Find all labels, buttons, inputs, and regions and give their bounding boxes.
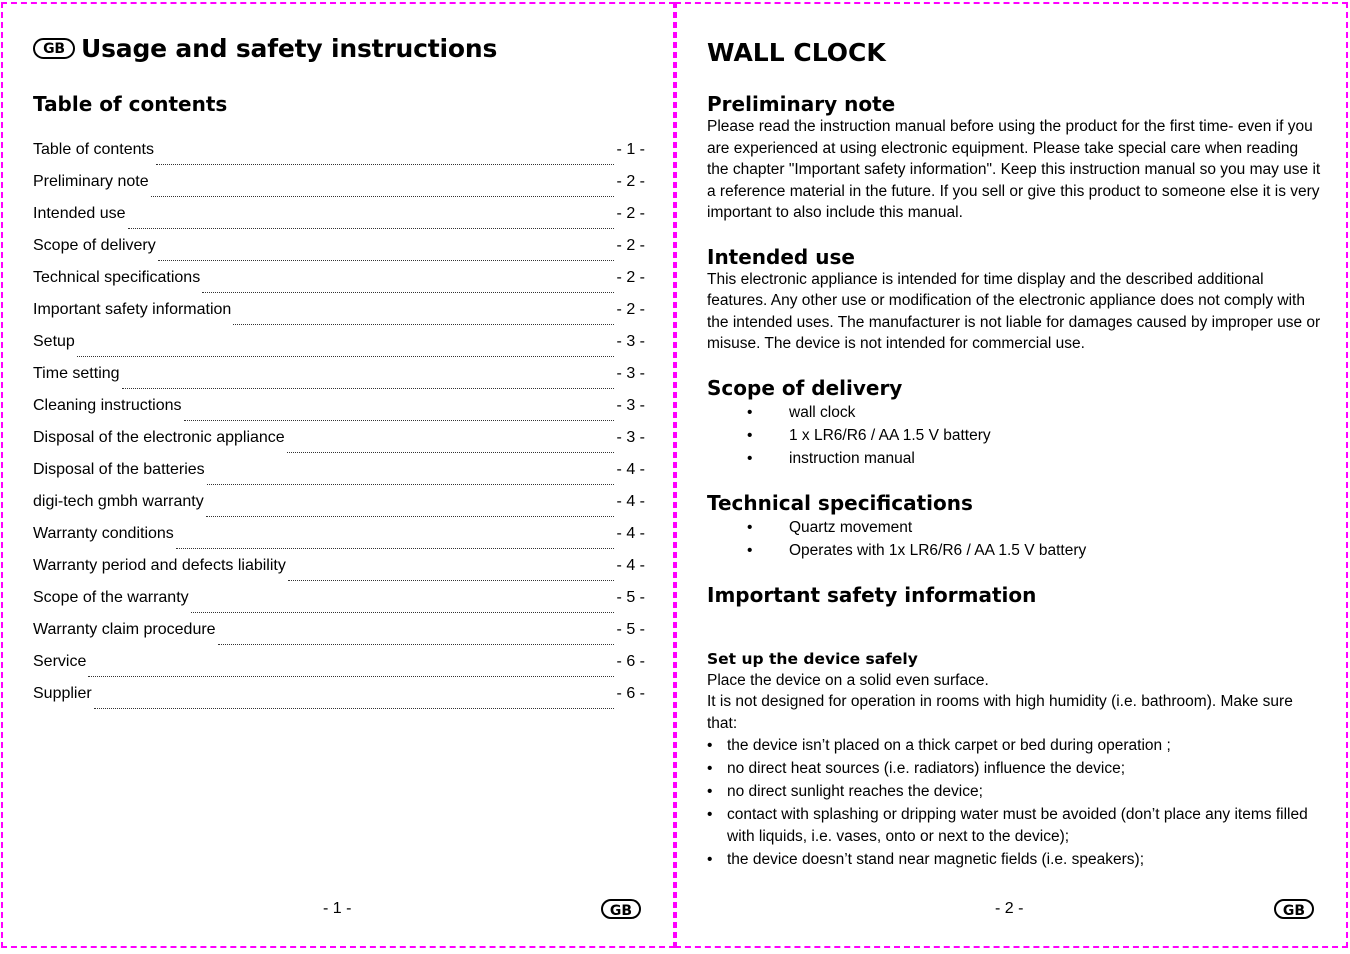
list-item: • no direct sunlight reaches the device; (707, 781, 1322, 803)
toc-leader (128, 228, 614, 229)
main-heading (33, 34, 497, 63)
toc-row[interactable] (33, 653, 645, 685)
list-item: • the device isn’t placed on a thick carpet or bed during operation ; (707, 735, 1322, 757)
toc-leader (218, 644, 614, 645)
toc-leader (176, 548, 614, 549)
gb-footer-badge: GB (1274, 899, 1314, 919)
tech-list (707, 516, 1322, 562)
toc-page: - 2 - (616, 269, 645, 286)
toc-leader (233, 324, 613, 325)
section-heading-preliminary: Preliminary note (707, 92, 896, 116)
toc-leader (88, 676, 613, 677)
list-item: • 1 x LR6/R6 / AA 1.5 V battery (707, 424, 1322, 447)
toc-row[interactable] (33, 333, 645, 365)
table-of-contents (33, 141, 645, 717)
toc-leader (288, 580, 614, 581)
toc-label: digi-tech gmbh warranty (33, 493, 204, 510)
toc-leader (287, 452, 614, 453)
toc-label: Time setting (33, 365, 120, 382)
toc-row[interactable] (33, 557, 645, 589)
list-item: • wall clock (707, 401, 1322, 424)
toc-page: - 6 - (616, 685, 645, 702)
toc-page: - 3 - (616, 333, 645, 350)
toc-label: Warranty period and defects liability (33, 557, 286, 574)
setup-line-2: It is not designed for operation in rooms with high humidity (i.e. bathroom). Make sure that: (707, 693, 1293, 732)
section-heading-intended-use: Intended use (707, 244, 855, 269)
toc-row[interactable] (33, 589, 645, 621)
toc-row[interactable] (33, 173, 645, 205)
product-title: WALL CLOCK (707, 38, 886, 67)
right-page (675, 2, 1348, 948)
toc-row[interactable] (33, 685, 645, 717)
toc-page: - 3 - (616, 429, 645, 446)
list-item: • Quartz movement (707, 516, 1322, 539)
toc-page: - 6 - (616, 653, 645, 670)
preliminary-text: Please read the instruction manual before using the product for the first time- even if you are experienced at using electronic equipment. Please take special care when reading the chapter "Important safety information". Keep this instruction manual so you may use it a reference material in the future. If you sell or give this product to someone else it is very important to also include this manual. (707, 118, 1321, 221)
gb-footer-badge: GB (601, 899, 641, 919)
toc-label: Scope of delivery (33, 237, 156, 254)
toc-page: - 4 - (616, 461, 645, 478)
toc-row[interactable] (33, 269, 645, 301)
toc-label: Warranty claim procedure (33, 621, 216, 638)
toc-leader (77, 356, 614, 357)
toc-row[interactable] (33, 429, 645, 461)
toc-page: - 2 - (616, 301, 645, 318)
list-item: • Operates with 1x LR6/R6 / AA 1.5 V battery (707, 539, 1322, 562)
toc-leader (184, 420, 614, 421)
toc-page: - 1 - (616, 141, 645, 158)
toc-row[interactable] (33, 205, 645, 237)
setup-list (707, 735, 1322, 870)
list-item: • instruction manual (707, 447, 1322, 470)
toc-row[interactable] (33, 141, 645, 173)
toc-label: Disposal of the electronic appliance (33, 429, 285, 446)
toc-label: Table of contents (33, 141, 154, 158)
toc-page: - 3 - (616, 397, 645, 414)
toc-label: Important safety information (33, 301, 232, 318)
toc-page: - 2 - (616, 237, 645, 254)
toc-label: Scope of the warranty (33, 589, 189, 606)
main-heading-text: Usage and safety instructions (81, 34, 498, 63)
toc-label: Setup (33, 333, 75, 350)
list-item: • no direct heat sources (i.e. radiators) influence the device; (707, 758, 1322, 780)
toc-leader (94, 708, 614, 709)
toc-leader (191, 612, 614, 613)
list-item: • the device doesn’t stand near magnetic fields (i.e. speakers); (707, 849, 1322, 871)
toc-label: Service (33, 653, 87, 670)
toc-leader (151, 196, 614, 197)
right-content (707, 92, 1322, 872)
toc-label: Disposal of the batteries (33, 461, 205, 478)
toc-label: Technical specifications (33, 269, 201, 286)
setup-line-1: Place the device on a solid even surface. (707, 671, 989, 689)
toc-leader (122, 388, 614, 389)
section-heading-scope: Scope of delivery (707, 375, 903, 400)
toc-page: - 2 - (616, 173, 645, 190)
scope-list (707, 401, 1322, 470)
section-heading-tech: Technical specifications (707, 490, 973, 515)
toc-row[interactable] (33, 621, 645, 653)
toc-label: Supplier (33, 685, 92, 702)
page-number: - 1 - (323, 900, 352, 917)
toc-leader (202, 292, 613, 293)
toc-page: - 4 - (616, 525, 645, 542)
toc-leader (156, 164, 614, 165)
section-heading-safety: Important safety information (707, 582, 1037, 607)
gb-language-badge: GB (33, 38, 75, 59)
toc-title: Table of contents (33, 92, 228, 116)
toc-page: - 4 - (616, 557, 645, 574)
toc-row[interactable] (33, 493, 645, 525)
toc-label: Intended use (33, 205, 126, 222)
toc-page: - 3 - (616, 365, 645, 382)
toc-page: - 5 - (616, 621, 645, 638)
toc-leader (158, 260, 614, 261)
left-page (1, 2, 675, 948)
toc-row[interactable] (33, 525, 645, 557)
toc-row[interactable] (33, 237, 645, 269)
toc-page: - 4 - (616, 493, 645, 510)
toc-label: Preliminary note (33, 173, 149, 190)
toc-leader (206, 516, 614, 517)
page-number: - 2 - (995, 900, 1024, 917)
toc-row[interactable] (33, 397, 645, 429)
list-item: • contact with splashing or dripping water must be avoided (don’t place any items filled with liquids, i.e. vases, onto or next to the device); (707, 804, 1322, 847)
toc-leader (207, 484, 614, 485)
toc-page: - 5 - (616, 589, 645, 606)
toc-row[interactable] (33, 461, 645, 493)
intended-use-text: This electronic appliance is intended for time display and the described additional features. Any other use or modification of the electronic appliance does not comply with the intended uses. The manufacturer is not liable for damages caused by improper use or misuse. The device is not intended for commercial use. (707, 270, 1321, 352)
toc-label: Warranty conditions (33, 525, 174, 542)
toc-page: - 2 - (616, 205, 645, 222)
subheading-setup: Set up the device safely (707, 649, 918, 668)
toc-label: Cleaning instructions (33, 397, 182, 414)
toc-row[interactable] (33, 301, 645, 333)
toc-row[interactable] (33, 365, 645, 397)
